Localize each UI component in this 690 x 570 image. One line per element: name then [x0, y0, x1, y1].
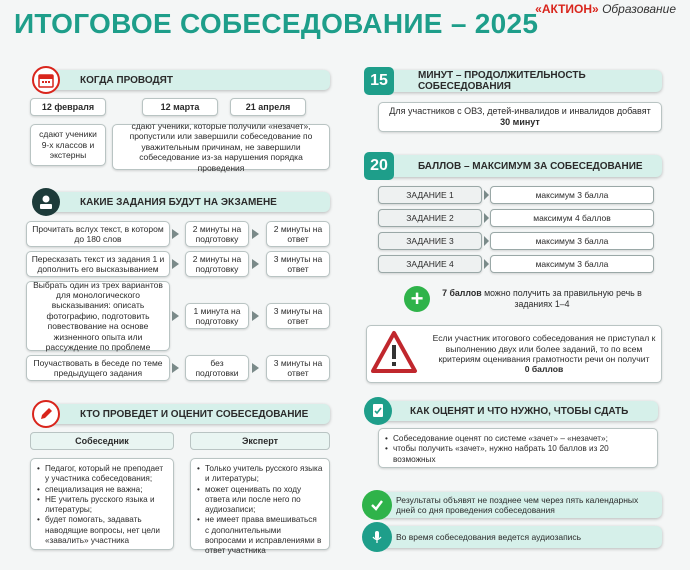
task-score-name-3: ЗАДАНИЕ 3: [378, 232, 482, 250]
duration-heading: МИНУТ – ПРОДОЛЖИТЕЛЬНОСТЬ СОБЕСЕДОВАНИЯ: [378, 70, 662, 92]
microphone-icon: [362, 522, 392, 552]
arrow-right-icon: [172, 363, 179, 373]
task-score-name-2: ЗАДАНИЕ 2: [378, 209, 482, 227]
task-score-max-2: максимум 4 баллов: [490, 209, 654, 227]
task-4-prep: без подготовки: [185, 355, 249, 381]
expert-label: Эксперт: [190, 432, 330, 450]
arrow-right-icon: [484, 236, 489, 246]
task-2-prep: 2 минуты на подготовку: [185, 251, 249, 277]
list-item: • может оценивать по ходу ответа или после него по аудиозаписи;: [197, 485, 323, 516]
list-item: • будет помогать, задавать наводящие вопросы, нет цели «завалить» участника: [37, 515, 167, 546]
page-title: ИТОГОВОЕ СОБЕСЕДОВАНИЕ – 2025: [14, 8, 539, 39]
date-2: 12 марта: [142, 98, 218, 116]
arrow-right-icon: [252, 259, 259, 269]
task-1-prep: 2 минуты на подготовку: [185, 221, 249, 247]
task-1-text: Прочитать вслух текст, в котором до 180 слов: [26, 221, 170, 247]
list-item: • Только учитель русского языка и литературы;: [197, 464, 323, 485]
audio-note: Во время собеседования ведется аудиозапись: [378, 526, 662, 548]
interviewer-list: [30, 458, 174, 550]
list-item: • чтобы получить «зачет», нужно набрать 10 баллов из 20 возможных: [385, 444, 651, 465]
arrow-right-icon: [172, 259, 179, 269]
plus-icon: +: [404, 286, 430, 312]
arrow-right-icon: [252, 311, 259, 321]
task-2-answer: 3 минуты на ответ: [266, 251, 330, 277]
second-group-text: сдают ученики, которые получили «незачет», пропустили или завершили собеседование по уважительным причинам, не завершили собеседование из-за нарушения порядка проведения: [112, 124, 330, 170]
warning-points: 0 баллов: [524, 364, 564, 375]
task-3-answer: 3 минуты на ответ: [266, 303, 330, 329]
brand-mark: «АКТИОН»: [535, 2, 599, 16]
brand-word: Образование: [602, 2, 676, 16]
task-score-name-1: ЗАДАНИЕ 1: [378, 186, 482, 204]
task-score-name-4: ЗАДАНИЕ 4: [378, 255, 482, 273]
list-item: • Собеседование оценят по системе «зачет» – «незачет»;: [385, 434, 651, 444]
list-item: • не имеет права вмешиваться с дополнительными вопросами и исправлениями в ответ участника: [197, 515, 323, 556]
warning-icon: [370, 330, 418, 379]
task-score-max-3: максимум 3 балла: [490, 232, 654, 250]
results-note: Результаты объявят не позднее чем через пять календарных дней со дня проведения собеседования: [378, 492, 662, 518]
list-item: • специализация не важна;: [37, 485, 167, 495]
task-3-prep: 1 минута на подготовку: [185, 303, 249, 329]
task-3-text: Выбрать один из трех вариантов для монологического высказывания: описать фотографию, подготовить повествование на основе жизненного опыта или рассуждение по проблеме: [26, 281, 170, 351]
task-score-max-1: максимум 3 балла: [490, 186, 654, 204]
pass-list: [378, 428, 658, 468]
pass-heading: КАК ОЦЕНЯТ И ЧТО НУЖНО, ЧТОБЫ СДАТЬ: [378, 401, 658, 421]
date-1: 12 февраля: [30, 98, 106, 116]
duration-number: 15: [364, 67, 394, 95]
duration-extra: 30 минут: [500, 117, 540, 127]
arrow-right-icon: [252, 363, 259, 373]
list-item: • Педагог, который не преподает у участника собеседования;: [37, 464, 167, 485]
brand-logo: [535, 2, 676, 16]
bonus-points: 7 баллов: [442, 288, 482, 298]
document-check-icon: [364, 397, 392, 425]
arrow-right-icon: [484, 259, 489, 269]
task-1-answer: 2 минуты на ответ: [266, 221, 330, 247]
arrow-right-icon: [172, 311, 179, 321]
task-score-max-4: максимум 3 балла: [490, 255, 654, 273]
checkmark-icon: [362, 490, 392, 520]
list-item: • НЕ учитель русского языка и литературы;: [37, 495, 167, 516]
duration-note: Для участников с ОВЗ, детей-инвалидов и инвалидов добавят 30 минут: [378, 102, 662, 132]
task-4-answer: 3 минуты на ответ: [266, 355, 330, 381]
task-4-text: Поучаствовать в беседе по теме предыдущего задания: [26, 355, 170, 381]
warning-box: Если участник итогового собеседования не приступал к выполнению двух или более заданий, то по всем критериям оценивания грамотности речи он получит 0 баллов: [366, 325, 662, 383]
arrow-right-icon: [484, 213, 489, 223]
when-heading: КОГДА ПРОВОДЯТ: [48, 70, 330, 90]
arrow-right-icon: [484, 190, 489, 200]
tasks-heading: КАКИЕ ЗАДАНИЯ БУДУТ НА ЭКЗАМЕНЕ: [48, 192, 330, 212]
arrow-right-icon: [252, 229, 259, 239]
first-group-text: сдают ученики 9-х классов и экстерны: [30, 124, 106, 166]
score-number: 20: [364, 152, 394, 180]
expert-list: [190, 458, 330, 555]
who-heading: КТО ПРОВЕДЕТ И ОЦЕНИТ СОБЕСЕДОВАНИЕ: [48, 404, 330, 424]
pencil-icon: [32, 400, 60, 428]
student-icon: [32, 188, 60, 216]
calendar-icon: [32, 66, 60, 94]
interviewer-label: Собеседник: [30, 432, 174, 450]
bonus-note: 7 баллов можно получить за правильную речь в заданиях 1–4: [442, 288, 642, 309]
date-3: 21 апреля: [230, 98, 306, 116]
arrow-right-icon: [172, 229, 179, 239]
task-2-text: Пересказать текст из задания 1 и дополнить его высказыванием: [26, 251, 170, 277]
score-heading: БАЛЛОВ – МАКСИМУМ ЗА СОБЕСЕДОВАНИЕ: [378, 155, 662, 177]
